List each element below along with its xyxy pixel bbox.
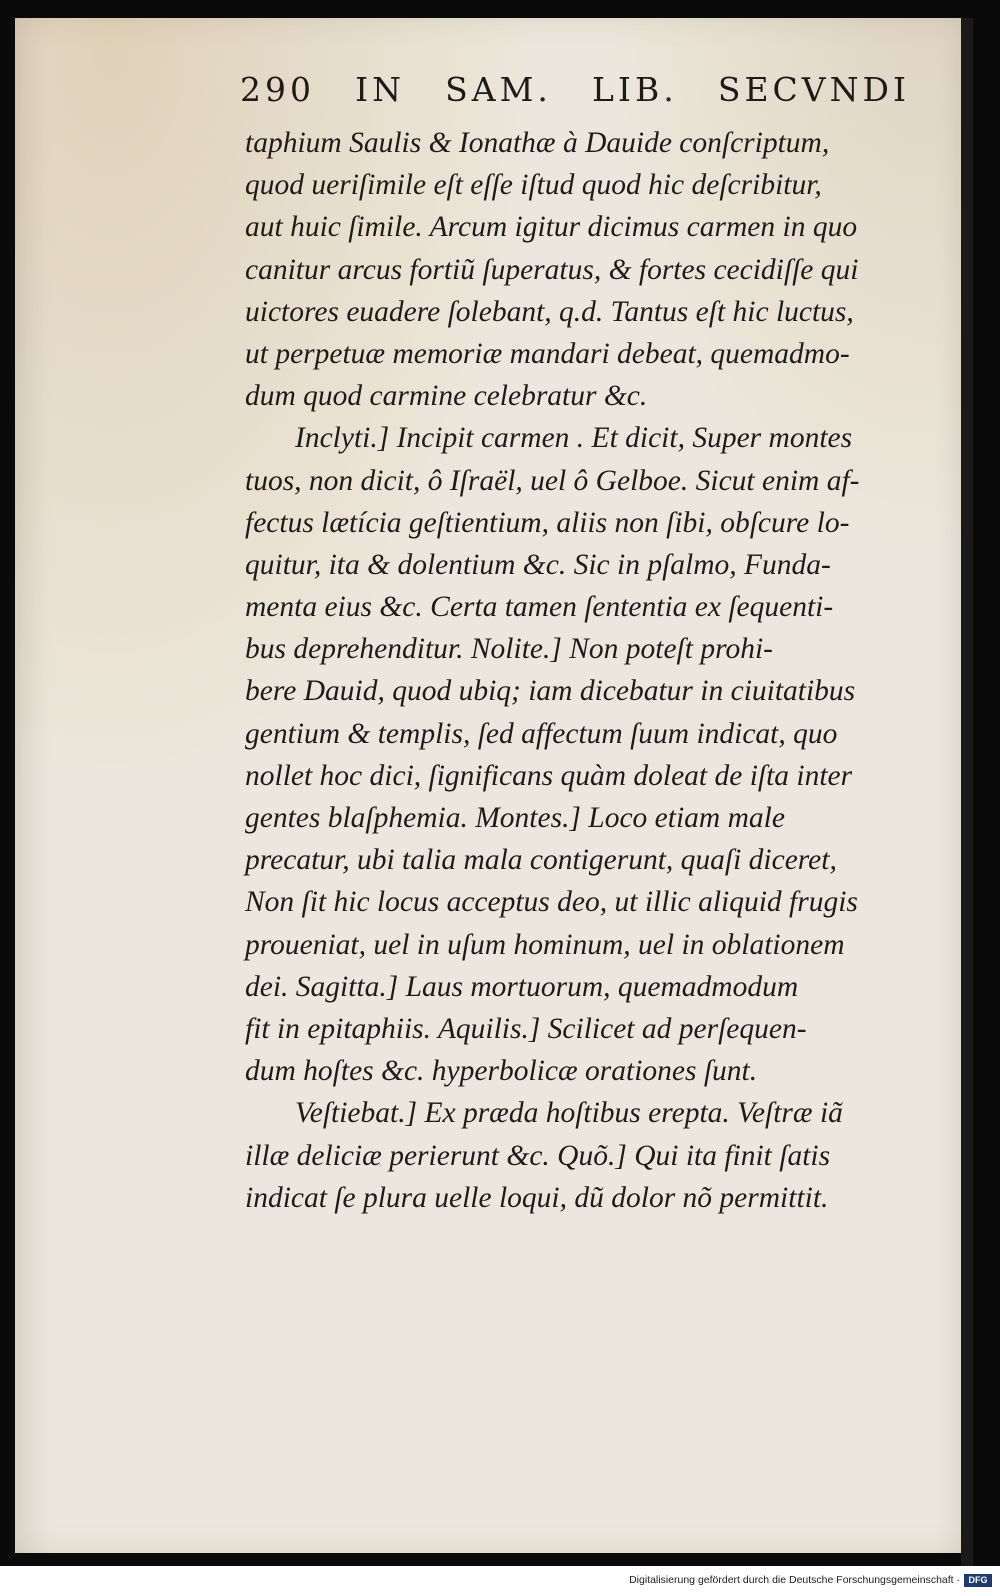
page-gutter-edge — [961, 18, 973, 1573]
text-line: fectus lætícia geſtientium, aliis non ſibi, obſcure lo- — [245, 506, 850, 539]
text-line: indicat ſe plura uelle loqui, dũ dolor nõ permittit. — [245, 1181, 829, 1214]
text-line: taphium Saulis & Ionathæ à Dauide conſcriptum, — [245, 127, 830, 159]
text-line: gentium & templis, ſed affectum ſuum indicat, quo — [245, 717, 838, 750]
text-line: bere Dauid, quod ubiq; iam dicebatur in ciuitatibus — [245, 675, 856, 708]
text-line: dum hoſtes &c. hyperbolicæ orationes ſunt. — [245, 1055, 758, 1088]
text-line: quod ueriſimile eſt eſſe iſtud quod hic deſcribitur, — [245, 169, 822, 202]
running-head-word-2: SAM. — [445, 70, 552, 109]
text-line: precatur, ubi talia mala contigerunt, quaſi diceret, — [245, 844, 837, 877]
text-line: ut perpetuæ memoriæ mandari debeat, quemadmo- — [245, 337, 850, 370]
text-line: Non ſit hic locus acceptus deo, ut illic aliquid frugis — [245, 886, 858, 919]
page-number: 290 — [240, 70, 315, 109]
running-head-word-1: IN — [355, 70, 406, 109]
text-line: menta eius &c. Certa tamen ſententia ex ſequenti- — [245, 591, 834, 624]
footer-bar — [0, 1566, 1000, 1592]
dfg-logo: DFG — [964, 1574, 992, 1587]
running-head — [240, 70, 910, 109]
text-line: proueniat, uel in uſum hominum, uel in oblationem — [245, 928, 845, 961]
running-head-word-3: LIB. — [592, 70, 678, 109]
text-line: bus deprehenditur. Nolite.] Non poteſt prohi- — [245, 633, 773, 666]
text-line: gentes blaſphemia. Montes.] Loco etiam male — [245, 802, 785, 834]
text-line: canitur arcus fortiũ ſuperatus, & fortes cecidiſſe qui — [245, 253, 859, 286]
text-line: dum quod carmine celebratur &c. — [245, 380, 648, 413]
text-line: fit in epitaphiis. Aquilis.] Scilicet ad perſequen- — [245, 1012, 807, 1045]
text-line: quitur, ita & dolentium &c. Sic in pſalmo, Funda- — [245, 548, 831, 581]
text-line: nollet hoc dici, ſignificans quàm doleat de iſta inter — [245, 759, 853, 792]
text-line: dei. Sagitta.] Laus mortuorum, quemadmodum — [245, 970, 799, 1003]
text-line: uictores euadere ſolebant, q.d. Tantus eſt hic luctus, — [245, 295, 854, 328]
text-line: Inclyti.] Incipit carmen . Et dicit, Super montes — [295, 422, 853, 455]
body-text — [245, 122, 935, 1219]
text-line: aut huic ſimile. Arcum igitur dicimus carmen in quo — [245, 211, 858, 244]
text-line: illæ deliciæ perierunt &c. Quõ.] Qui ita finit ſatis — [245, 1139, 831, 1172]
text-line: tuos, non dicit, ô Iſraël, uel ô Gelboe. Sicut enim af- — [245, 464, 860, 497]
text-line: Veſtiebat.] Ex præda hoſtibus erepta. Veſtræ iã — [295, 1097, 843, 1130]
funding-notice: Digitalisierung gefördert durch die Deutsche Forschungsgemeinschaft · — [629, 1574, 960, 1586]
running-head-word-4: SECVNDI — [717, 70, 910, 109]
